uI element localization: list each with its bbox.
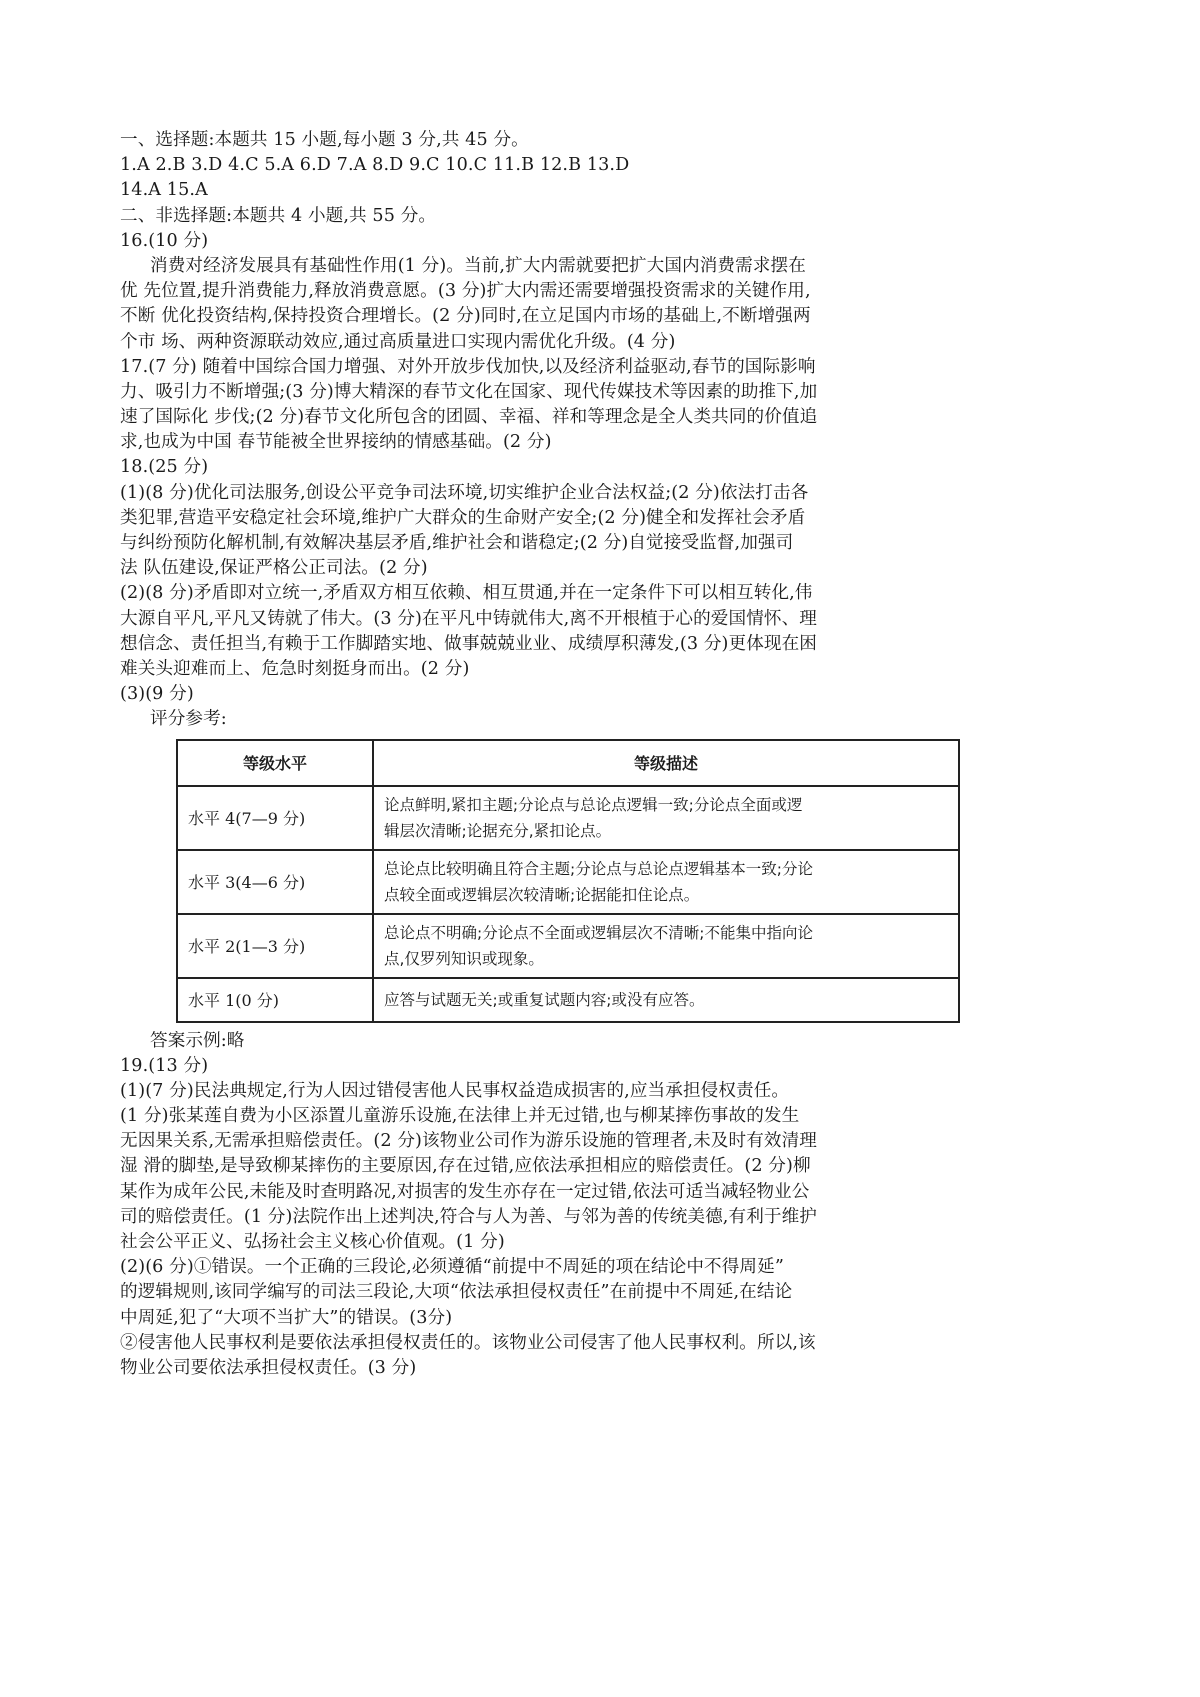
q19-part2-line: ②侵害他人民事权利是要依法承担侵权责任的。该物业公司侵害了他人民事权利。所以,该 xyxy=(120,1332,816,1353)
answer-example: 答案示例:略 xyxy=(150,1030,245,1051)
description-line: 总论点比较明确且符合主题;分论点与总论点逻辑基本一致;分论 xyxy=(384,859,813,878)
q19-title: 19.(13 分) xyxy=(120,1055,209,1076)
header-level: 等级水平 xyxy=(177,740,373,786)
q17-line: 速了国际化 步伐;(2 分)春节文化所包含的团圆、幸福、祥和等理念是全人类共同的价值追 xyxy=(120,407,818,428)
q17-line: 17.(7 分) 随着中国综合国力增强、对外开放步伐加快,以及经济利益驱动,春节的国际影响 xyxy=(120,356,816,377)
grading-row xyxy=(177,914,959,978)
q16-title: 16.(10 分) xyxy=(120,230,209,251)
grading-row xyxy=(177,978,959,1022)
q19-part1-line: (1 分)张某莲自费为小区添置儿童游乐设施,在法律上并无过错,也与柳某摔伤事故的发生 xyxy=(120,1106,800,1127)
grading-description xyxy=(373,850,959,914)
q16-line: 个市 场、两种资源联动效应,通过高质量进口实现内需优化升级。(4 分) xyxy=(120,331,676,352)
grading-level: 水平 3(4—6 分) xyxy=(177,850,373,914)
question-16 xyxy=(120,229,960,355)
mc-answers-line-2: 14.A 15.A xyxy=(120,180,208,201)
q18-part2-line: 难关头迎难而上、危急时刻挺身而出。(2 分) xyxy=(120,658,470,679)
q19-part2-line: (2)(6 分)①错误。一个正确的三段论,必须遵循“前提中不周延的项在结论中不得周延” xyxy=(120,1257,784,1278)
section1-heading: 一、选择题:本题共 15 小题,每小题 3 分,共 45 分。 xyxy=(120,130,529,150)
mc-answers-line-1: 1.A 2.B 3.D 4.C 5.A 6.D 7.A 8.D 9.C 10.C 11.B 12.B 13.D xyxy=(120,155,630,176)
q19-part2-line: 的逻辑规则,该同学编写的司法三段论,大项“依法承担侵权责任”在前提中不周延,在结论 xyxy=(120,1282,793,1303)
grading-reference-label: 评分参考: xyxy=(150,709,227,730)
answer-document xyxy=(120,128,960,1381)
grading-level: 水平 4(7—9 分) xyxy=(177,786,373,850)
q19-part1-line: 司的赔偿责任。(1 分)法院作出上述判决,符合与人为善、与邻为善的传统美德,有利于维护 xyxy=(120,1206,817,1227)
section2-heading: 二、非选择题:本题共 4 小题,共 55 分。 xyxy=(120,205,437,226)
grading-description xyxy=(373,786,959,850)
q16-line: 优 先位置,提升消费能力,释放消费意愿。(3 分)扩大内需还需要增强投资需求的关键作用, xyxy=(120,281,811,302)
grading-row xyxy=(177,786,959,850)
q17-line: 力、吸引力不断增强;(3 分)博大精深的春节文化在国家、现代传媒技术等因素的助推下,加 xyxy=(120,381,818,402)
question-17 xyxy=(120,355,960,456)
grading-description xyxy=(373,978,959,1022)
description-line: 点,仅罗列知识或现象。 xyxy=(384,949,544,968)
description-line: 应答与试题无关;或重复试题内容;或没有应答。 xyxy=(384,990,705,1009)
description-line: 总论点不明确;分论点不全面或逻辑层次不清晰;不能集中指向论 xyxy=(384,923,813,942)
description-line: 辑层次清晰;论据充分,紧扣论点。 xyxy=(384,821,612,840)
q19-part2-line: 中周延,犯了“大项不当扩大”的错误。(3分) xyxy=(120,1307,453,1328)
q19-part1-line: 某作为成年公民,未能及时查明路况,对损害的发生亦存在一定过错,依法可适当减轻物业公 xyxy=(120,1181,810,1202)
q19-part1-line: 湿 滑的脚垫,是导致柳某摔伤的主要原因,存在过错,应依法承担相应的赔偿责任。(2 分)柳 xyxy=(120,1156,811,1177)
grading-level: 水平 2(1—3 分) xyxy=(177,914,373,978)
description-line: 点较全面或逻辑层次较清晰;论据能扣住论点。 xyxy=(384,885,700,904)
q16-line: 消费对经济发展具有基础性作用(1 分)。当前,扩大内需就要把扩大国内消费需求摆在 xyxy=(150,255,806,276)
description-line: 论点鲜明,紧扣主题;分论点与总论点逻辑一致;分论点全面或逻 xyxy=(384,795,803,814)
q18-part1-line: 类犯罪,营造平安稳定社会环境,维护广大群众的生命财产安全;(2 分)健全和发挥社会矛盾 xyxy=(120,507,806,528)
grading-table-header xyxy=(177,740,959,786)
q18-part3-title: (3)(9 分) xyxy=(120,684,194,705)
grading-row xyxy=(177,850,959,914)
q19-part1-line: 无因果关系,无需承担赔偿责任。(2 分)该物业公司作为游乐设施的管理者,未及时有效清理 xyxy=(120,1131,817,1152)
grading-table xyxy=(176,739,960,1023)
q19-part1-line: (1)(7 分)民法典规定,行为人因过错侵害他人民事权益造成损害的,应当承担侵权责任。 xyxy=(120,1080,790,1101)
q18-part1-line: (1)(8 分)优化司法服务,创设公平竞争司法环境,切实维护企业合法权益;(2 分)依法打击各 xyxy=(120,482,809,503)
question-18 xyxy=(120,455,960,1053)
q18-part2-line: 大源自平凡,平凡又铸就了伟大。(3 分)在平凡中铸就伟大,离不开根植于心的爱国情怀、理 xyxy=(120,608,817,629)
grading-description xyxy=(373,914,959,978)
q17-line: 求,也成为中国 春节能被全世界接纳的情感基础。(2 分) xyxy=(120,432,552,453)
q18-part2-line: 想信念、责任担当,有赖于工作脚踏实地、做事兢兢业业、成绩厚积薄发,(3 分)更体现在困 xyxy=(120,633,817,654)
q16-line: 不断 优化投资结构,保持投资合理增长。(2 分)同时,在立足国内市场的基础上,不断增强两 xyxy=(120,306,811,327)
q18-part1-line: 法 队伍建设,保证严格公正司法。(2 分) xyxy=(120,558,428,579)
q18-part2-line: (2)(8 分)矛盾即对立统一,矛盾双方相互依赖、相互贯通,并在一定条件下可以相互转化,伟 xyxy=(120,583,813,604)
grading-level: 水平 1(0 分) xyxy=(177,978,373,1022)
q18-part1-line: 与纠纷预防化解机制,有效解决基层矛盾,维护社会和谐稳定;(2 分)自觉接受监督,加强司 xyxy=(120,533,794,553)
q19-part2-line: 物业公司要依法承担侵权责任。(3 分) xyxy=(120,1357,417,1378)
q19-part1-line: 社会公平正义、弘扬社会主义核心价值观。(1 分) xyxy=(120,1232,505,1252)
question-19 xyxy=(120,1054,960,1381)
q18-title: 18.(25 分) xyxy=(120,457,209,478)
header-description: 等级描述 xyxy=(373,740,959,786)
